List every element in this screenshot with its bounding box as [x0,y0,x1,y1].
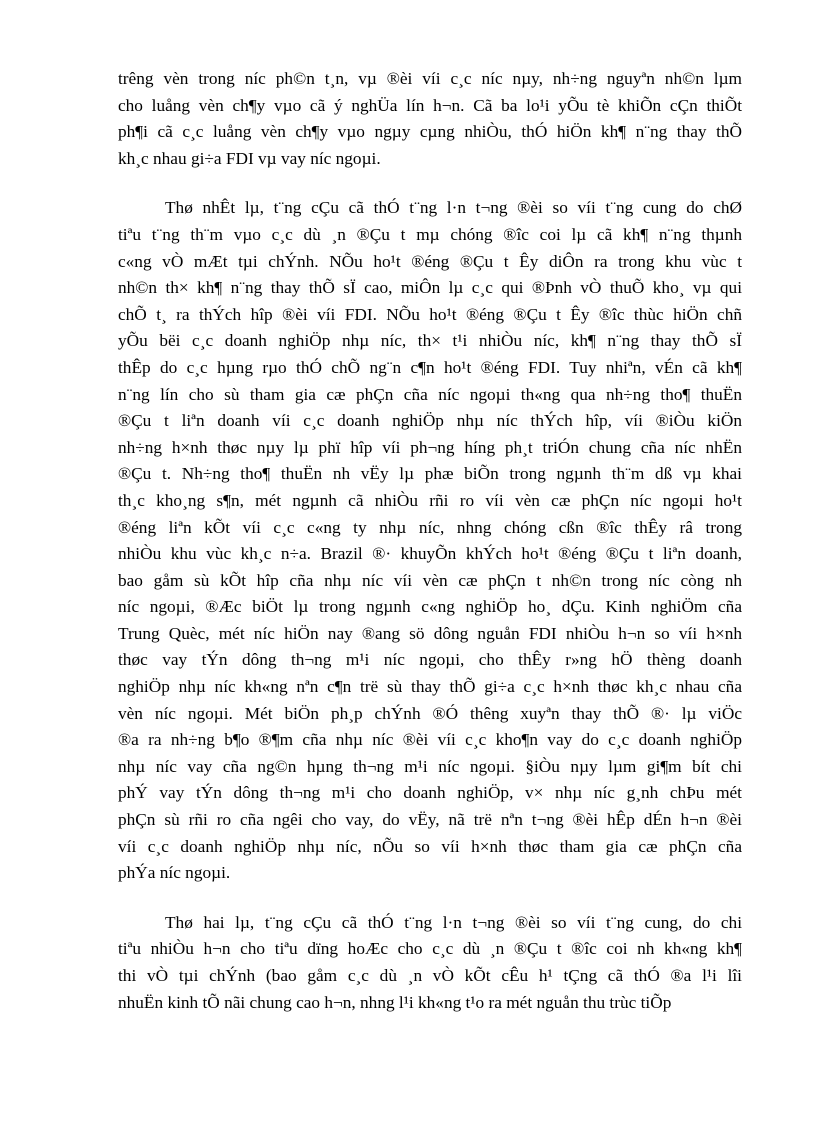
text-line: n¨ng lín cho sù tham gia cæ phÇn cña níc ngoµi th«ng qua nh÷ng tho¶ thuËn [118,384,742,404]
text-line: ®a ra nh÷ng b¶o ®¶m cña nhµ níc ®èi víi c¸c kho¶n vay do c¸c doanh nghiÖp [118,730,742,750]
text-line: nh÷ng h×nh thøc nµy lµ phï hîp víi ph¬ng híng ph¸t triÓn chung cña níc nhËn [118,437,742,457]
text-line: nh©n th× kh¶ n¨ng thay thÕ sÏ cao, miÔn lµ c¸c qui ®Þnh vÒ thuÕ kho¸ vµ qui [118,278,742,298]
text-line: trêng vèn trong níc ph©n t¸n, vµ ®èi víi c¸c níc nµy, nh÷ng nguyªn nh©n lµm [118,69,742,88]
text-line: tiªu t¨ng th¨m vµo c¸c dù ¸n ®Çu t mµ chóng ®îc coi lµ cã kh¶ n¨ng thµnh [118,224,742,244]
text-line: phÝa níc ngoµi. [118,863,231,883]
text-line: nhuËn kinh tÕ nãi chung cao h¬n, nhng l¹i kh«ng t¹o ra mét nguån thu trùc tiÕp [118,992,672,1012]
text-line: Trung Quèc, mét níc hiÖn nay ®ang sö dông nguån FDI nhiÒu h¬n so víi h×nh [118,623,742,643]
text-line: kh¸c nhau gi÷a FDI vµ vay níc ngoµi. [118,148,381,168]
text-line: níc ngoµi, ®Æc biÖt lµ trong ngµnh c«ng nghiÖp ho¸ dÇu. Kinh nghiÖm cña [118,597,742,617]
text-line: nhµ níc vay cña ng©n hµng th¬ng m¹i níc ngoµi. §iÒu nµy lµm gi¶m bít chi [118,756,742,776]
text-line: ®Çu t. Nh÷ng tho¶ thuËn nh vËy lµ phæ biÕn trong ngµnh th¨m dß vµ khai [118,464,742,484]
paragraph [118,195,742,886]
text-line: th¸c kho¸ng s¶n, mét ngµnh cã nhiÒu rñi ro víi vèn cæ phÇn níc ngoµi ho¹t [118,490,742,510]
paragraph [118,910,742,1016]
text-line: Thø hai lµ, t¨ng cÇu cã thÓ t¨ng l·n t¬ng ®èi so víi t¨ng cung, do chi [165,912,742,932]
text-line: vèn níc ngoµi. Mét biÖn ph¸p chÝnh ®Ó thêng xuyªn thay thÕ ®· lµ viÖc [118,703,742,723]
text-line: ph¶i cã c¸c luång vèn ch¶y vµo ngµy cµng nhiÒu, thÓ hiÖn kh¶ n¨ng thay thÕ [118,122,742,142]
text-line: bao gåm sù kÕt hîp cña nhµ níc víi vèn cæ phÇn t nh©n trong níc còng nh [118,570,742,590]
paragraph [118,66,742,172]
document-body [118,66,742,1039]
text-line: yÕu bëi c¸c doanh nghiÖp nhµ níc, th× t¹i nhiÒu níc, kh¶ n¨ng thay thÕ sÏ [118,331,742,351]
text-line: phÝ vay tÝn dông th¬ng m¹i cho doanh nghiÖp, v× nhµ níc g¸nh chÞu mét [118,783,742,803]
text-line: nhiÒu khu vùc kh¸c n÷a. Brazil ®· khuyÕn khÝch ho¹t ®éng ®Çu t liªn doanh, [118,544,742,564]
text-line: chÕ t¸ ra thÝch hîp ®èi víi FDI. NÕu ho¹t ®éng ®Çu t Êy ®îc thùc hiÖn chñ [118,304,742,324]
text-line: cho luång vèn ch¶y vµo cã ý nghÜa lín h¬n. Cã ba lo¹i yÕu tè khiÕn cÇn thiÕt [118,95,742,115]
text-line: víi c¸c doanh nghiÖp nhµ níc, nÕu so víi h×nh thøc tham gia cæ phÇn cña [118,836,742,856]
text-line: ®Çu t liªn doanh víi c¸c doanh nghiÖp nhµ níc thÝch hîp, víi ®iÒu kiÖn [118,411,742,431]
text-line: nghiÖp nhµ níc kh«ng nªn c¶n trë sù thay thÕ gi÷a c¸c h×nh thøc kh¸c nhau cña [118,677,742,697]
text-line: Thø nhÊt lµ, t¨ng cÇu cã thÓ t¨ng l·n t¬ng ®èi so víi t¨ng cung do chØ [165,198,742,218]
text-line: c«ng vÒ mÆt tµi chÝnh. NÕu ho¹t ®éng ®Çu t Êy diÔn ra trong khu vùc t [118,251,742,271]
text-line: thøc vay tÝn dông th¬ng m¹i níc ngoµi, cho thÊy r»ng hÖ thèng doanh [118,650,742,670]
text-line: thÊp do c¸c hµng rµo thÓ chÕ ng¨n c¶n ho¹t ®éng FDI. Tuy nhiªn, vÉn cã kh¶ [118,357,742,377]
text-line: tiªu nhiÒu h¬n cho tiªu dïng hoÆc cho c¸c dù ¸n ®Çu t ®îc coi nh kh«ng kh¶ [118,939,742,959]
text-line: phÇn sù rñi ro cña ngêi cho vay, do vËy, nã trë nªn t¬ng ®èi hÊp dÉn h¬n ®èi [118,810,742,830]
text-line: thi vÒ tµi chÝnh (bao gåm c¸c dù ¸n vÒ kÕt cÊu h¹ tÇng cã thÓ ®a l¹i lîi [118,966,742,985]
text-line: ®éng liªn kÕt víi c¸c c«ng ty nhµ níc, nhng chóng cßn ®îc thÊy râ trong [118,517,742,537]
